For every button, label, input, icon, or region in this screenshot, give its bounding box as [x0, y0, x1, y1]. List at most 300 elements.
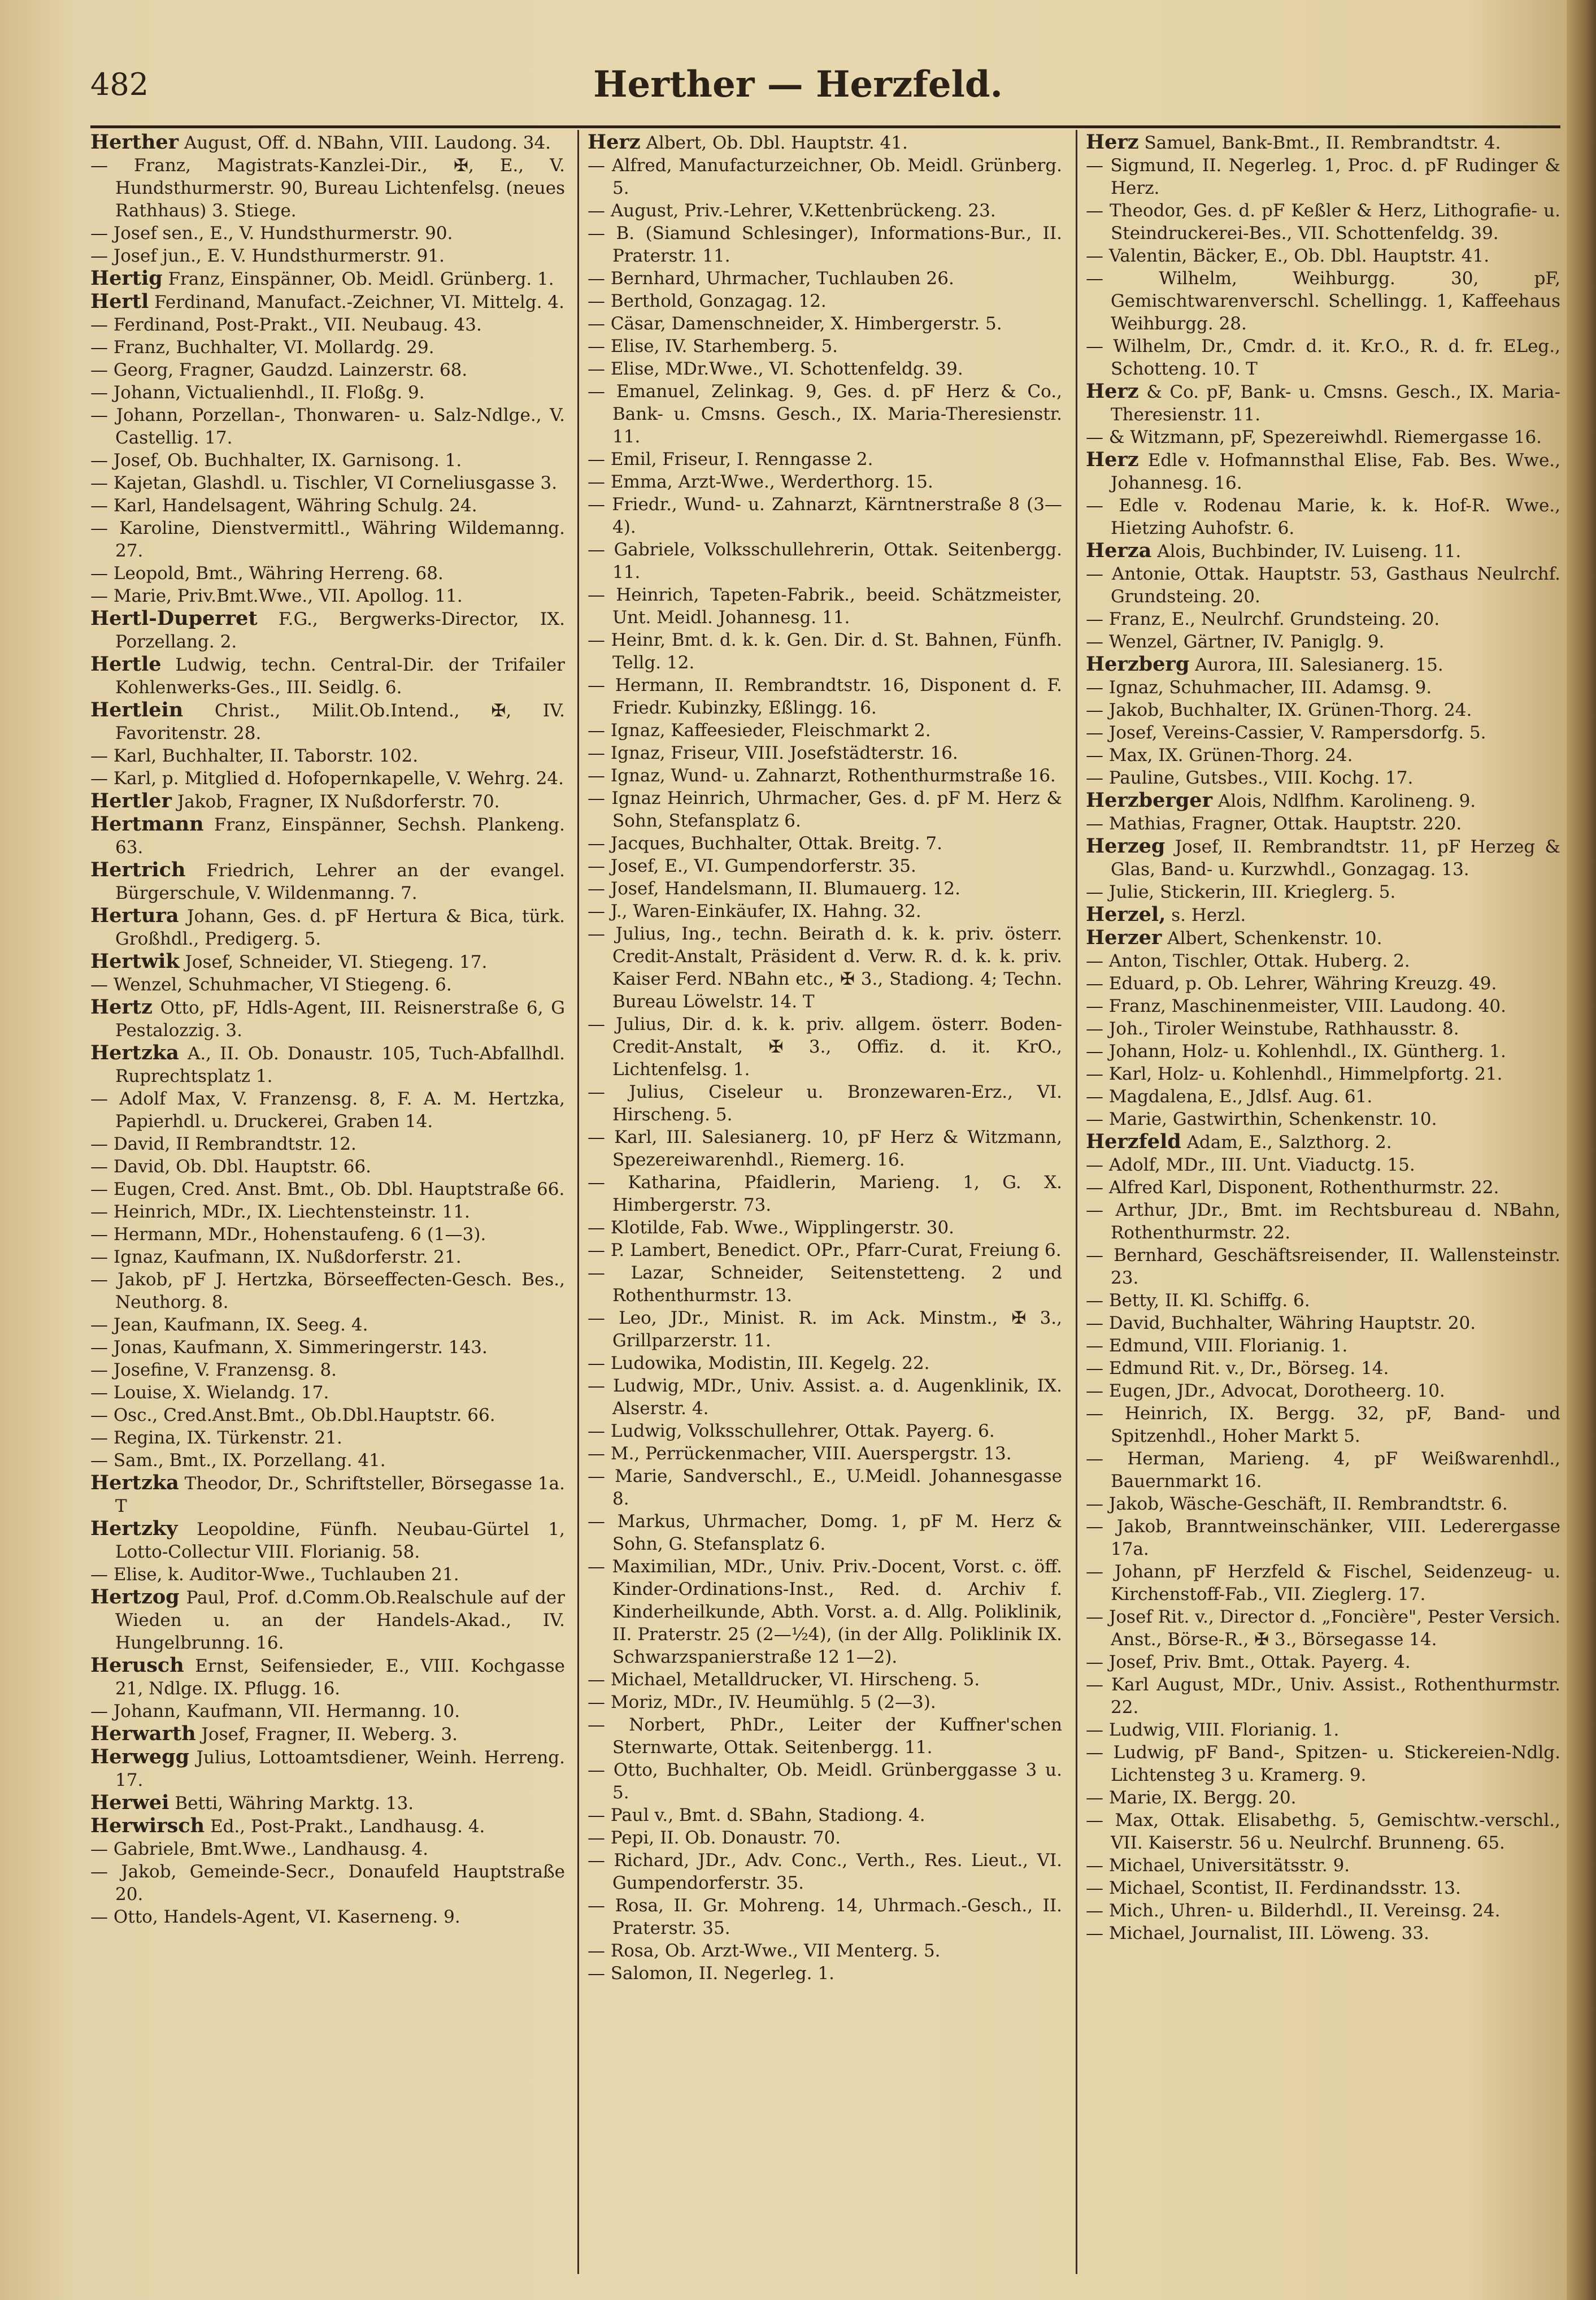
entry-details: — Otto, Handels-Agent, VI. Kaserneng. 9.	[90, 1907, 460, 1927]
directory-entry	[1086, 1809, 1560, 1854]
directory-entry	[1086, 199, 1560, 245]
entry-details: — Heinrich, Tapeten-Fabrik., beeid. Schätzmeister, Unt. Meidl. Johannesg. 11.	[588, 585, 1062, 628]
directory-entry	[588, 1894, 1062, 1940]
entry-details: Alois, Ndlfhm. Karolineng. 9.	[1217, 791, 1476, 811]
entry-details: Jakob, Fragner, IX Nußdorferstr. 70.	[177, 792, 500, 812]
directory-entry	[588, 131, 1062, 154]
entry-details: Ernst, Seifensieder, E., VIII. Kochgasse 21, Ndlge. IX. Pflugg. 16.	[115, 1656, 565, 1699]
entry-details: — Jakob, pF J. Hertzka, Börseeffecten-Gesch. Bes., Neuthorg. 8.	[90, 1269, 565, 1312]
entry-details: — Marie, Priv.Bmt.Wwe., VII. Apollog. 11.	[90, 586, 463, 606]
entry-details: — Johann, pF Herzfeld & Fischel, Seidenzeug- u. Kirchenstoff-Fab., VII. Zieglerg. 17.	[1086, 1562, 1560, 1605]
entry-surname: Herz	[588, 131, 641, 154]
entry-details: — Rosa, Ob. Arzt-Wwe., VII Menterg. 5.	[588, 1941, 941, 1961]
directory-entry	[90, 1906, 565, 1928]
directory-entry	[588, 1510, 1062, 1555]
entry-details: Betti, Währing Marktg. 13.	[175, 1793, 414, 1814]
entry-surname: Herzfeld	[1086, 1130, 1181, 1153]
header-rule	[90, 125, 1560, 128]
directory-entry	[588, 1352, 1062, 1375]
directory-entry	[90, 905, 565, 950]
directory-entry	[90, 1792, 565, 1815]
entry-details: — Osc., Cred.Anst.Bmt., Ob.Dbl.Hauptstr. 66.	[90, 1405, 495, 1425]
entry-surname: Hertig	[90, 267, 163, 290]
entry-details: Christ., Milit.Ob.Intend., ✠, IV. Favoritenstr. 28.	[115, 701, 565, 744]
column-1	[90, 131, 565, 2272]
directory-entry	[90, 1336, 565, 1359]
entry-details: Otto, pF, Hdls-Agent, III. Reisnerstraße 6, G Pestalozzig. 3.	[115, 998, 565, 1041]
entry-details: Aurora, III. Salesianerg. 15.	[1195, 655, 1443, 675]
entry-details: — Pepi, II. Ob. Donaustr. 70.	[588, 1828, 841, 1848]
entry-details: — Katharina, Pfaidlerin, Marieng. 1, G. X. Himbergerstr. 73.	[588, 1172, 1062, 1215]
entry-details: — Josef, Vereins-Cassier, V. Rampersdorfg. 5.	[1086, 723, 1486, 743]
directory-entry	[588, 1759, 1062, 1804]
directory-entry	[90, 1201, 565, 1223]
entry-details: — Salomon, II. Negerleg. 1.	[588, 1963, 834, 1984]
directory-entry	[588, 584, 1062, 629]
entry-details: — Wenzel, Schuhmacher, VI Stiegeng. 6.	[90, 975, 452, 995]
entry-details: — Hermann, II. Rembrandtstr. 16, Disponent d. F. Friedr. Kubinzky, Eßlingg. 16.	[588, 675, 1062, 718]
entry-details: — Kajetan, Glashdl. u. Tischler, VI Corneliusgasse 3.	[90, 473, 558, 493]
entry-details: Josef, Schneider, VI. Stiegeng. 17.	[185, 952, 488, 972]
entry-details: Edle v. Hofmannsthal Elise, Fab. Bes. Wwe., Johannesg. 16.	[1111, 450, 1560, 493]
directory-entry	[90, 1178, 565, 1201]
entry-details: — Franz, Buchhalter, VI. Mollardg. 29.	[90, 337, 434, 358]
directory-entry	[1086, 1085, 1560, 1108]
entry-details: — Karl, Buchhalter, II. Taborstr. 102.	[90, 746, 419, 766]
directory-entry	[90, 699, 565, 745]
entry-details: — Emma, Arzt-Wwe., Werderthorg. 15.	[588, 472, 933, 492]
entry-details: — Hermann, MDr., Hohenstaufeng. 6 (1—3).	[90, 1224, 486, 1245]
entry-details: — Heinrich, MDr., IX. Liechtensteinstr. 11.	[90, 1202, 470, 1222]
directory-entry	[588, 1126, 1062, 1171]
directory-entry	[90, 267, 565, 290]
entry-surname: Herzberger	[1086, 789, 1213, 812]
column-divider	[1076, 130, 1077, 2274]
entry-surname: Hertzka	[90, 1041, 179, 1064]
entry-surname: Hertlein	[90, 698, 184, 721]
directory-entry	[1086, 721, 1560, 744]
directory-entry	[90, 222, 565, 245]
entry-details: — Betty, II. Kl. Schiffg. 6.	[1086, 1290, 1310, 1311]
entry-details: — Michael, Scontist, II. Ferdinandsstr. 13.	[1086, 1878, 1461, 1898]
directory-entry	[90, 1268, 565, 1314]
directory-entry	[1086, 744, 1560, 767]
directory-entry	[90, 290, 565, 314]
entry-details: — Edmund, VIII. Florianig. 1.	[1086, 1336, 1348, 1356]
entry-surname: Herzer	[1086, 926, 1162, 949]
entry-surname: Herther	[90, 131, 179, 154]
entry-details: — Julius, Ciseleur u. Bronzewaren-Erz., VI. Hirscheng. 5.	[588, 1082, 1062, 1125]
entry-details: — Eugen, JDr., Advocat, Dorotheerg. 10.	[1086, 1381, 1445, 1401]
directory-entry	[1086, 1380, 1560, 1402]
directory-entry	[90, 950, 565, 973]
directory-entry	[1086, 131, 1560, 154]
entry-details: — Ignaz, Friseur, VIII. Josefstädterstr. 16.	[588, 743, 958, 763]
directory-entry	[588, 1239, 1062, 1262]
entry-details: — Joh., Tiroler Weinstube, Rathhausstr. 8.	[1086, 1019, 1459, 1039]
directory-entry	[1086, 1786, 1560, 1809]
directory-entry	[588, 1940, 1062, 1962]
entry-details: — Wilhelm, Dr., Cmdr. d. it. Kr.O., R. d. fr. ELeg., Schotteng. 10. T	[1086, 336, 1560, 379]
entry-surname: Hertzog	[90, 1585, 180, 1608]
directory-entry	[1086, 267, 1560, 335]
entry-details: — Leo, JDr., Minist. R. im Ack. Minstm., ✠ 3., Grillparzerstr. 11.	[588, 1308, 1062, 1351]
entry-details: — Jakob, Branntweinschänker, VIII. Lederergasse 17a.	[1086, 1516, 1560, 1559]
directory-entry	[588, 267, 1062, 290]
entry-details: — Josef jun., E. V. Hundsthurmerstr. 91.	[90, 246, 445, 266]
entry-details: Johann, Ges. d. pF Hertura & Bica, türk. Großhdl., Predigerg. 5.	[115, 906, 565, 949]
entry-details: — Herman, Marieng. 4, pF Weißwarenhdl., Bauernmarkt 16.	[1086, 1449, 1560, 1492]
entry-details: — Josef Rit. v., Director d. „Foncière", Pester Versich. Anst., Börse-R., ✠ 3., Börsegasse 14.	[1086, 1607, 1560, 1650]
page-title: Herther — Herzfeld.	[593, 63, 1003, 106]
directory-entry	[1086, 1199, 1560, 1244]
directory-entry	[1086, 1063, 1560, 1085]
directory-entry	[588, 629, 1062, 674]
directory-entry	[90, 1314, 565, 1336]
entry-details: — Paul v., Bmt. d. SBahn, Stadiong. 4.	[588, 1805, 925, 1825]
entry-details: — Ferdinand, Post-Prakt., VII. Neubaug. 43.	[90, 315, 482, 335]
column-3	[1086, 131, 1560, 2272]
directory-entry	[90, 472, 565, 494]
entry-details: — Richard, JDr., Adv. Conc., Verth., Res. Lieut., VI. Gumpendorferstr. 35.	[588, 1850, 1062, 1893]
directory-entry	[1086, 380, 1560, 426]
directory-entry	[1086, 812, 1560, 835]
directory-entry	[1086, 1244, 1560, 1289]
directory-entry	[588, 855, 1062, 877]
directory-entry	[1086, 1741, 1560, 1786]
directory-entry	[90, 154, 565, 222]
directory-entry	[90, 449, 565, 472]
entry-details: — Josef, Priv. Bmt., Ottak. Payerg. 4.	[1086, 1652, 1411, 1672]
directory-entry	[588, 1827, 1062, 1849]
directory-entry	[90, 1246, 565, 1268]
entry-details: — Josef, Ob. Buchhalter, IX. Garnisong. 1.	[90, 450, 462, 471]
directory-entry	[90, 1723, 565, 1746]
directory-entry	[588, 199, 1062, 222]
entry-details: — Jakob, Wäsche-Geschäft, II. Rembrandtstr. 6.	[1086, 1494, 1508, 1514]
directory-entry	[1086, 1018, 1560, 1040]
entry-details: — Johann, Porzellan-, Thonwaren- u. Salz-Ndlge., V. Castellig. 17.	[90, 405, 565, 448]
directory-entry	[1086, 1312, 1560, 1334]
directory-entry	[1086, 1719, 1560, 1741]
directory-entry	[90, 494, 565, 517]
directory-entry	[1086, 1040, 1560, 1063]
entry-details: Josef, II. Rembrandtstr. 11, pF Herzeg & Glas, Band- u. Kurzwhdl., Gonzagag. 13.	[1111, 837, 1560, 880]
directory-entry	[1086, 608, 1560, 631]
entry-details: — Max, Ottak. Elisabethg. 5, Gemischtw.-verschl., VII. Kaiserstr. 56 u. Neulrchf. Brunneng. 65.	[1086, 1810, 1560, 1853]
directory-entry	[90, 813, 565, 859]
entry-details: — Franz, Magistrats-Kanzlei-Dir., ✠, E., V. Hundsthurmerstr. 90, Bureau Lichtenfelsg. (neues Rathhaus) 3. Stiege.	[90, 155, 565, 221]
entry-details: — B. (Siamund Schlesinger), Informations-Bur., II. Praterstr. 11.	[588, 223, 1062, 266]
entry-surname: Hertrich	[90, 858, 186, 881]
entry-surname: Herusch	[90, 1654, 184, 1677]
directory-entry	[90, 381, 565, 404]
directory-entry	[588, 1262, 1062, 1307]
entry-details: Ed., Post-Prakt., Landhausg. 4.	[210, 1816, 485, 1837]
entry-details: — J., Waren-Einkäufer, IX. Hahng. 32.	[588, 901, 921, 921]
directory-entry	[1086, 1515, 1560, 1560]
directory-entry	[90, 1404, 565, 1427]
entry-surname: Herwegg	[90, 1745, 190, 1768]
entry-details: — Arthur, JDr., Bmt. im Rechtsbureau d. NBahn, Rothenthurmstr. 22.	[1086, 1200, 1560, 1243]
directory-entry	[588, 787, 1062, 832]
entry-details: — Elise, k. Auditor-Wwe., Tuchlauben 21.	[90, 1564, 459, 1585]
entry-details: — Edle v. Rodenau Marie, k. k. Hof-R. Wwe., Hietzing Auhofstr. 6.	[1086, 495, 1560, 538]
directory-entry	[90, 1088, 565, 1133]
directory-entry	[588, 1465, 1062, 1510]
directory-entry	[588, 1442, 1062, 1465]
entry-details: — Wilhelm, Weihburgg. 30, pF, Gemischtwarenverschl. Schellingg. 1, Kaffeehaus Weihburgg. 28.	[1086, 268, 1560, 334]
entry-details: — Markus, Uhrmacher, Domg. 1, pF M. Herz & Sohn, G. Stefansplatz 6.	[588, 1511, 1062, 1554]
directory-entry	[1086, 449, 1560, 494]
directory-entry	[588, 674, 1062, 719]
directory-entry	[1086, 767, 1560, 789]
directory-entry	[588, 1804, 1062, 1827]
entry-details: — Ignaz, Schuhmacher, III. Adamsg. 9.	[1086, 677, 1432, 698]
entry-details: — Cäsar, Damenschneider, X. Himbergerstr. 5.	[588, 314, 1002, 334]
entry-details: — Ludowika, Modistin, III. Kegelg. 22.	[588, 1353, 930, 1373]
entry-surname: Hertz	[90, 995, 153, 1019]
entry-details: — Karl, p. Mitglied d. Hofopernkapelle, V. Wehrg. 24.	[90, 768, 564, 789]
entry-details: — Rosa, II. Gr. Mohreng. 14, Uhrmach.-Gesch., II. Praterstr. 35.	[588, 1895, 1062, 1938]
directory-entry	[588, 764, 1062, 787]
entry-details: — Sigmund, II. Negerleg. 1, Proc. d. pF Rudinger & Herz.	[1086, 155, 1560, 198]
entry-surname: Hertwik	[90, 950, 180, 973]
entry-details: — Julius, Dir. d. k. k. priv. allgem. österr. Boden-Credit-Anstalt, ✠ 3., Offiz. d. it. KrO., Lichtenfelsg. 1.	[588, 1014, 1062, 1080]
entry-details: Ferdinand, Manufact.-Zeichner, VI. Mittelg. 4.	[154, 292, 564, 312]
entry-surname: Herz	[1086, 448, 1139, 471]
entry-details: — Franz, Maschinenmeister, VIII. Laudong. 40.	[1086, 996, 1506, 1016]
entry-details: Adam, E., Salzthorg. 2.	[1186, 1132, 1392, 1153]
entry-surname: Herz	[1086, 380, 1139, 403]
directory-entry	[588, 1081, 1062, 1126]
entry-details: — Julie, Stickerin, III. Krieglerg. 5.	[1086, 882, 1396, 902]
directory-entry	[1086, 903, 1560, 927]
directory-entry	[1086, 1651, 1560, 1673]
directory-entry	[90, 1746, 565, 1792]
directory-entry	[1086, 995, 1560, 1018]
directory-entry	[90, 1381, 565, 1404]
entry-details: — Ludwig, MDr., Univ. Assist. a. d. Augenklinik, IX. Alserstr. 4.	[588, 1376, 1062, 1419]
directory-entry	[90, 1654, 565, 1700]
entry-surname: Hertler	[90, 789, 172, 812]
entry-details: — Karl August, MDr., Univ. Assist., Rothenthurmstr. 22.	[1086, 1675, 1560, 1718]
directory-entry	[588, 719, 1062, 742]
entry-details: — David, Buchhalter, Währing Hauptstr. 20.	[1086, 1313, 1476, 1333]
entry-details: — Georg, Fragner, Gaudzd. Lainzerstr. 68.	[90, 360, 468, 380]
directory-entry	[588, 900, 1062, 923]
directory-entry	[588, 380, 1062, 448]
directory-entry	[588, 1171, 1062, 1216]
directory-entry	[1086, 699, 1560, 721]
entry-details: — Magdalena, E., Jdlsf. Aug. 61.	[1086, 1086, 1373, 1107]
directory-entry	[588, 312, 1062, 335]
directory-entry	[1086, 1854, 1560, 1877]
entry-details: — Maximilian, MDr., Univ. Priv.-Docent, Vorst. c. öff. Kinder-Ordinations-Inst., Red. d. Archiv f. Kinderheilkunde, Abth. Vorst. a. d. Allg. Poliklinik, II. Praterstr. 25 (2—½4), (in der Allg. Poliklinik IX. Schwarzspanierstraße 12 1—2).	[588, 1556, 1062, 1667]
directory-entry	[1086, 1402, 1560, 1447]
entry-details: — Ludwig, pF Band-, Spitzen- u. Stickereien-Ndlg. Lichtensteg 3 u. Kramerg. 9.	[1086, 1742, 1560, 1785]
directory-entry	[1086, 653, 1560, 676]
directory-entry	[1086, 494, 1560, 540]
entry-details: — Heinrich, IX. Bergg. 32, pF, Band- und Spitzenhdl., Hoher Markt 5.	[1086, 1403, 1560, 1446]
entry-details: — Max, IX. Grünen-Thorg. 24.	[1086, 745, 1353, 766]
entry-details: — Ignaz, Kaffeesieder, Fleischmarkt 2.	[588, 720, 931, 741]
entry-surname: Hertmann	[90, 812, 204, 836]
entry-details: — Pauline, Gutsbes., VIII. Kochg. 17.	[1086, 768, 1414, 788]
entry-details: — Josef, Handelsmann, II. Blumauerg. 12.	[588, 879, 961, 899]
directory-entry	[1086, 676, 1560, 699]
entry-details: — P. Lambert, Benedict. OPr., Pfarr-Curat, Freiung 6.	[588, 1240, 1062, 1260]
entry-details: F.G., Bergwerks-Director, IX. Porzellang. 2.	[115, 609, 565, 652]
entry-details: — Antonie, Ottak. Hauptstr. 53, Gasthaus Neulrchf. Grundsteing. 20.	[1086, 564, 1560, 607]
directory-entry	[1086, 563, 1560, 608]
directory-entry	[90, 1700, 565, 1723]
entry-details: Ludwig, techn. Central-Dir. der Trifailer Kohlenwerks-Ges., III. Seidlg. 6.	[115, 655, 565, 698]
entry-details: — Karl, III. Salesianerg. 10, pF Herz & Witzmann, Spezereiwarenhdl., Riemerg. 16.	[588, 1127, 1062, 1170]
entry-details: — Otto, Buchhalter, Ob. Meidl. Grünberggasse 3 u. 5.	[588, 1760, 1062, 1803]
directory-entry	[1086, 881, 1560, 903]
entry-details: Paul, Prof. d.Comm.Ob.Realschule auf der Wieden u. an der Handels-Akad., IV. Hungelbrunng. 16.	[115, 1588, 565, 1653]
directory-entry	[90, 1449, 565, 1472]
entry-details: — Ignaz Heinrich, Uhrmacher, Ges. d. pF M. Herz & Sohn, Stefansplatz 6.	[588, 788, 1062, 831]
entry-details: Albert, Ob. Dbl. Hauptstr. 41.	[646, 133, 908, 153]
directory-entry	[1086, 1154, 1560, 1176]
directory-entry	[1086, 540, 1560, 563]
entry-details: — Heinr, Bmt. d. k. k. Gen. Dir. d. St. Bahnen, Fünfh. Tellg. 12.	[588, 630, 1062, 673]
entry-details: — Leopold, Bmt., Währing Herreng. 68.	[90, 563, 443, 584]
directory-entry	[90, 1586, 565, 1654]
directory-entry	[588, 1375, 1062, 1420]
entry-details: — Johann, Kaufmann, VII. Hermanng. 10.	[90, 1701, 460, 1721]
entry-details: — Regina, IX. Türkenstr. 21.	[90, 1428, 342, 1448]
directory-entry	[90, 585, 565, 607]
directory-entry	[90, 1223, 565, 1246]
directory-entry	[1086, 1176, 1560, 1199]
directory-entry	[1086, 426, 1560, 449]
entry-details: — Louise, X. Wielandg. 17.	[90, 1382, 329, 1403]
entry-details: — Bernhard, Geschäftsreisender, II. Wallensteinstr. 23.	[1086, 1245, 1560, 1288]
entry-details: — Karl, Holz- u. Kohlenhdl., Himmelpfortg. 21.	[1086, 1064, 1503, 1084]
directory-entry	[588, 1013, 1062, 1081]
entry-details: — Gabriele, Bmt.Wwe., Landhausg. 4.	[90, 1839, 429, 1859]
entry-details: — Eugen, Cred. Anst. Bmt., Ob. Dbl. Hauptstraße 66.	[90, 1179, 565, 1199]
entry-details: — Johann, Victualienhdl., II. Floßg. 9.	[90, 382, 425, 403]
entry-surname: Herwarth	[90, 1722, 196, 1745]
entry-details: — Marie, Sandverschl., E., U.Meidl. Johannesgasse 8.	[588, 1466, 1062, 1509]
directory-entry	[1086, 789, 1560, 812]
entry-details: Franz, Einspänner, Ob. Meidl. Grünberg. 1.	[168, 269, 554, 289]
entry-details: — Ignaz, Kaufmann, IX. Nußdorferstr. 21.	[90, 1247, 462, 1267]
directory-entry	[90, 859, 565, 905]
entry-details: — Alfred, Manufacturzeichner, Ob. Meidl. Grünberg. 5.	[588, 155, 1062, 198]
entry-details: — Marie, IX. Bergg. 20.	[1086, 1788, 1297, 1808]
entry-details: — Jean, Kaufmann, IX. Seeg. 4.	[90, 1315, 368, 1335]
directory-entry	[588, 1555, 1062, 1668]
directory-entry	[90, 745, 565, 767]
entry-details: s. Herzl.	[1171, 905, 1246, 925]
entry-details: — David, Ob. Dbl. Hauptstr. 66.	[90, 1156, 372, 1177]
entry-surname: Hertl-Duperret	[90, 607, 258, 630]
entry-details: — Mich., Uhren- u. Bilderhdl., II. Vereinsg. 24.	[1086, 1901, 1501, 1921]
entry-surname: Hertura	[90, 904, 179, 927]
entry-details: — Lazar, Schneider, Seitenstetteng. 2 und Rothenthurmstr. 13.	[588, 1263, 1062, 1306]
directory-entry	[90, 996, 565, 1042]
entry-details: A., II. Ob. Donaustr. 105, Tuch-Abfallhdl. Ruprechtsplatz 1.	[115, 1044, 565, 1086]
directory-entry	[90, 1472, 565, 1518]
directory-entry	[1086, 835, 1560, 881]
entry-surname: Herz	[1086, 131, 1139, 154]
directory-entry	[1086, 1447, 1560, 1493]
entry-details: — Norbert, PhDr., Leiter der Kuffner'schen Sternwarte, Ottak. Seitenbergg. 11.	[588, 1715, 1062, 1758]
directory-entry	[588, 448, 1062, 471]
entry-surname: Herza	[1086, 539, 1152, 562]
directory-entry	[90, 131, 565, 154]
directory-entry	[1086, 1899, 1560, 1922]
entry-details: — Klotilde, Fab. Wwe., Wipplingerstr. 30.	[588, 1218, 955, 1238]
entry-details: — Wenzel, Gärtner, IV. Paniglg. 9.	[1086, 632, 1385, 652]
entry-details: Josef, Fragner, II. Weberg. 3.	[201, 1724, 458, 1745]
directory-entry	[1086, 1922, 1560, 1945]
entry-details: — Ludwig, VIII. Florianig. 1.	[1086, 1720, 1340, 1740]
directory-entry	[588, 742, 1062, 764]
entry-surname: Hertle	[90, 653, 162, 676]
directory-entry	[90, 1042, 565, 1088]
entry-details: — Josef sen., E., V. Hundsthurmerstr. 90.	[90, 223, 453, 244]
entry-details: Alois, Buchbinder, IV. Luiseng. 11.	[1157, 541, 1462, 562]
page-number: 482	[90, 67, 149, 102]
directory-entry	[1086, 335, 1560, 380]
directory-entry	[588, 154, 1062, 199]
directory-entry	[90, 245, 565, 267]
entry-details: — Marie, Gastwirthin, Schenkenstr. 10.	[1086, 1109, 1437, 1129]
entry-details: — Franz, E., Neulrchf. Grundsteing. 20.	[1086, 609, 1440, 629]
directory-entry	[1086, 1357, 1560, 1380]
directory-entry	[90, 359, 565, 381]
directory-entry	[90, 314, 565, 336]
entry-details: — Emanuel, Zelinkag. 9, Ges. d. pF Herz & Co., Bank- u. Cmsns. Gesch., IX. Maria-Theresienstr. 11.	[588, 381, 1062, 447]
directory-entry	[1086, 245, 1560, 267]
entry-details: — Michael, Journalist, III. Löweng. 33.	[1086, 1923, 1429, 1944]
entry-surname: Herzberg	[1086, 653, 1190, 676]
directory-entry	[1086, 1560, 1560, 1606]
directory-entry	[90, 767, 565, 790]
directory-entry	[588, 1307, 1062, 1352]
directory-entry	[588, 222, 1062, 267]
entry-details: — Edmund Rit. v., Dr., Börseg. 14.	[1086, 1358, 1389, 1379]
entry-surname: Hertzky	[90, 1517, 178, 1540]
entry-details: — David, II Rembrandtstr. 12.	[90, 1134, 356, 1154]
entry-details: — Michael, Metalldrucker, VI. Hirscheng. 5.	[588, 1669, 980, 1690]
directory-entry	[90, 1133, 565, 1155]
entry-details: Theodor, Dr., Schriftsteller, Börsegasse 1a. T	[115, 1473, 565, 1516]
directory-entry	[90, 973, 565, 996]
entry-surname: Herwei	[90, 1791, 169, 1814]
entry-surname: Herwirsch	[90, 1814, 205, 1837]
directory-entry	[1086, 1334, 1560, 1357]
entry-details: — Josefine, V. Franzensg. 8.	[90, 1360, 337, 1380]
directory-entry	[1086, 1493, 1560, 1515]
directory-entry	[1086, 1289, 1560, 1312]
directory-entry	[1086, 1606, 1560, 1651]
entry-details: — Elise, IV. Starhemberg. 5.	[588, 336, 838, 356]
directory-entry	[90, 562, 565, 585]
directory-entry	[90, 1359, 565, 1381]
entry-details: — M., Perrückenmacher, VIII. Auerspergstr. 13.	[588, 1444, 1012, 1464]
entry-details: — Ludwig, Volksschullehrer, Ottak. Payerg. 6.	[588, 1421, 995, 1441]
entry-details: — Mathias, Fragner, Ottak. Hauptstr. 220.	[1086, 814, 1462, 834]
directory-entry	[588, 877, 1062, 900]
directory-entry	[1086, 1131, 1560, 1154]
